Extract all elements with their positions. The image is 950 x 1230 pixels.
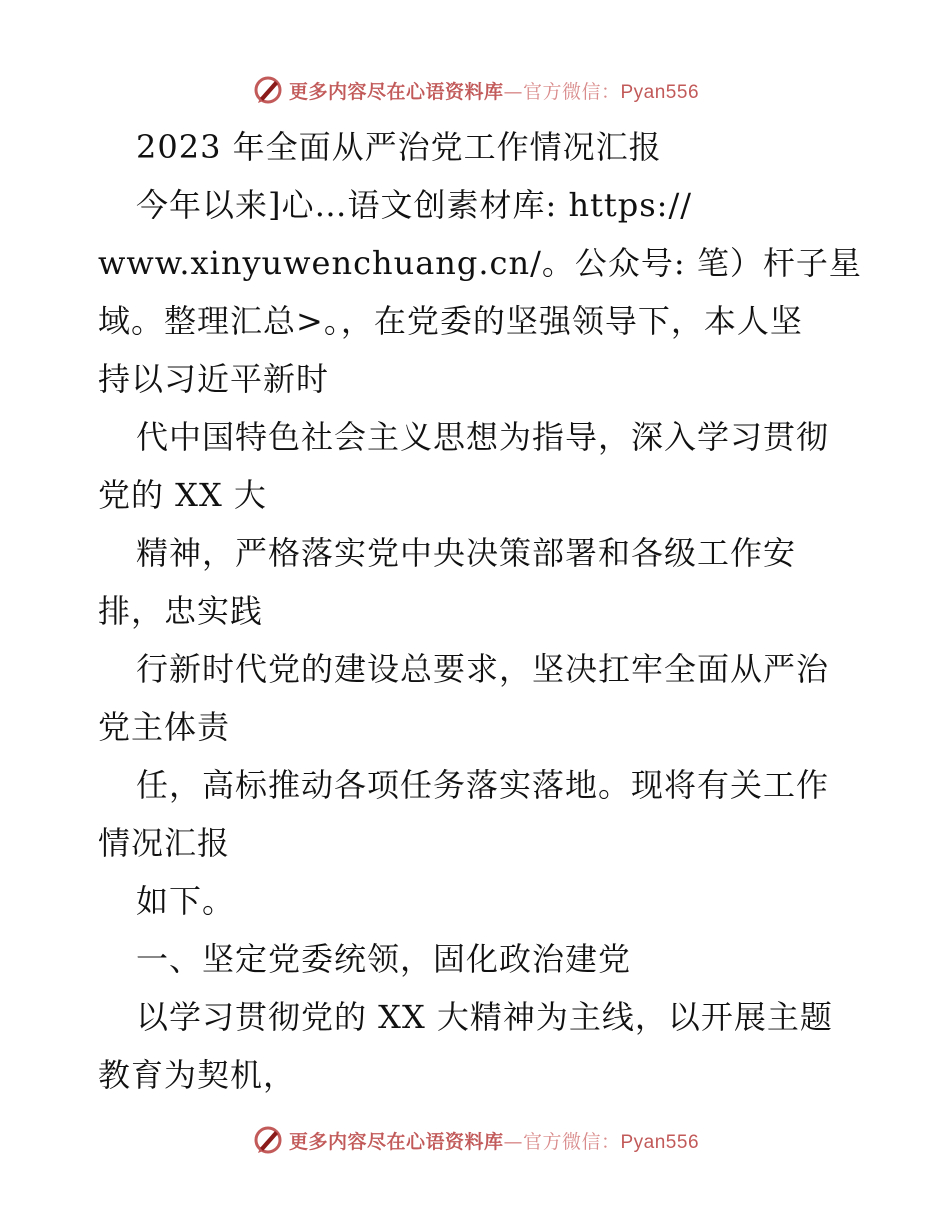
paragraph-line: 域。整理汇总>。，在党委的坚强领导下，本人坚: [98, 302, 803, 340]
paragraph-line: 代中国特色社会主义思想为指导，深入学习贯彻: [136, 418, 830, 456]
paragraph-line: 今年以来]心…语文创素材库: https://: [136, 186, 693, 224]
paragraph-line: 党的 XX 大: [98, 476, 267, 514]
paragraph-line: 教育为契机，: [98, 1056, 297, 1094]
paragraph-line: 党主体责: [98, 708, 231, 746]
paragraph-line: www.xinyuwenchuang.cn/。公众号: 笔）杆子星: [98, 244, 862, 282]
paragraph-line: 情况汇报: [98, 824, 231, 862]
pen-logo-icon: [251, 73, 285, 107]
document-body: [98, 118, 862, 1104]
paragraph-line: 如下。: [136, 882, 236, 920]
paragraph-line: 行新时代党的建设总要求，坚决扛牢全面从严治: [136, 650, 830, 688]
banner-text: 更多内容尽在心语资料库—官方微信：Pyan556: [288, 80, 700, 103]
pen-logo-icon: [251, 1123, 285, 1157]
paragraph-line: 精神，严格落实党中央决策部署和各级工作安: [136, 534, 797, 572]
paragraph-line: 持以习近平新时: [98, 360, 330, 398]
footer-watermark-banner: [0, 1120, 950, 1160]
paragraph-line: 任，高标推动各项任务落实落地。现将有关工作: [136, 766, 830, 804]
section-heading: 一、坚定党委统领，固化政治建党: [136, 940, 632, 978]
banner-text: 更多内容尽在心语资料库—官方微信：Pyan556: [288, 1130, 700, 1153]
paragraph-line: 排，忠实践: [98, 592, 264, 630]
header-watermark-banner: [0, 70, 950, 110]
paragraph-line: 以学习贯彻党的 XX 大精神为主线，以开展主题: [136, 998, 833, 1036]
document-title: 2023 年全面从严治党工作情况汇报: [136, 128, 662, 166]
